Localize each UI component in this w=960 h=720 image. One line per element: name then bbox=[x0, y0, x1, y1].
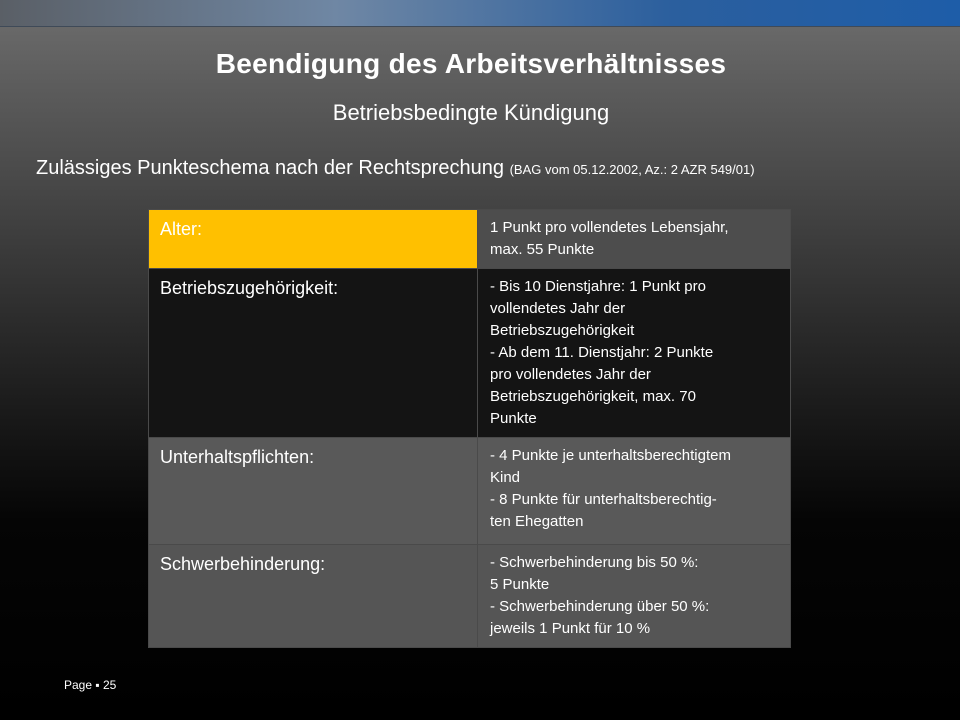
page-number: Page ▪ 25 bbox=[64, 678, 117, 692]
row-text-content: - Schwerbehinderung bis 50 %: 5 Punkte - Schwerbehinderung über 50 %: jeweils 1 Punkt für 10 % bbox=[490, 554, 710, 637]
slide-title: Beendigung des Arbeitsverhältnisses bbox=[215, 48, 727, 79]
table-row bbox=[149, 269, 791, 438]
points-table bbox=[148, 209, 791, 648]
row-label-schwerbehinderung: Schwerbehinderung: bbox=[149, 545, 478, 648]
row-label-alter: Alter: bbox=[149, 210, 478, 269]
row-text-schwerbehinderung bbox=[478, 545, 791, 648]
top-banner bbox=[0, 0, 960, 27]
slide-subtitle: Betriebsbedingte Kündigung bbox=[332, 100, 610, 125]
row-text-content: - Bis 10 Dienstjahre: 1 Punkt pro vollendetes Jahr der Betriebszugehörigkeit - Ab dem 11. Dienstjahr: 2 Punkte pro vollendetes Jahr der Betriebszugehörigkeit, max. 70 Punkte bbox=[490, 278, 714, 427]
row-label-betriebszugehoerigkeit: Betriebszugehörigkeit: bbox=[149, 269, 478, 438]
row-text-content: 1 Punkt pro vollendetes Lebensjahr, max. 55 Punkte bbox=[490, 219, 729, 258]
intro-text: Zulässiges Punkteschema nach der Rechtsprechung bbox=[36, 157, 510, 179]
row-text-betriebszugehoerigkeit bbox=[478, 269, 791, 438]
table-row bbox=[149, 210, 791, 269]
intro-line bbox=[36, 157, 936, 180]
table-row bbox=[149, 438, 791, 545]
row-text-alter bbox=[478, 210, 791, 269]
row-text-unterhaltspflichten bbox=[478, 438, 791, 545]
table-row bbox=[149, 545, 791, 648]
intro-citation: (BAG vom 05.12.2002, Az.: 2 AZR 549/01) bbox=[509, 162, 755, 177]
row-label-unterhaltspflichten: Unterhaltspflichten: bbox=[149, 438, 478, 545]
row-text-content: - 4 Punkte je unterhaltsberechtigtem Kind - 8 Punkte für unterhaltsberechtig- ten Ehegatten bbox=[490, 447, 731, 530]
